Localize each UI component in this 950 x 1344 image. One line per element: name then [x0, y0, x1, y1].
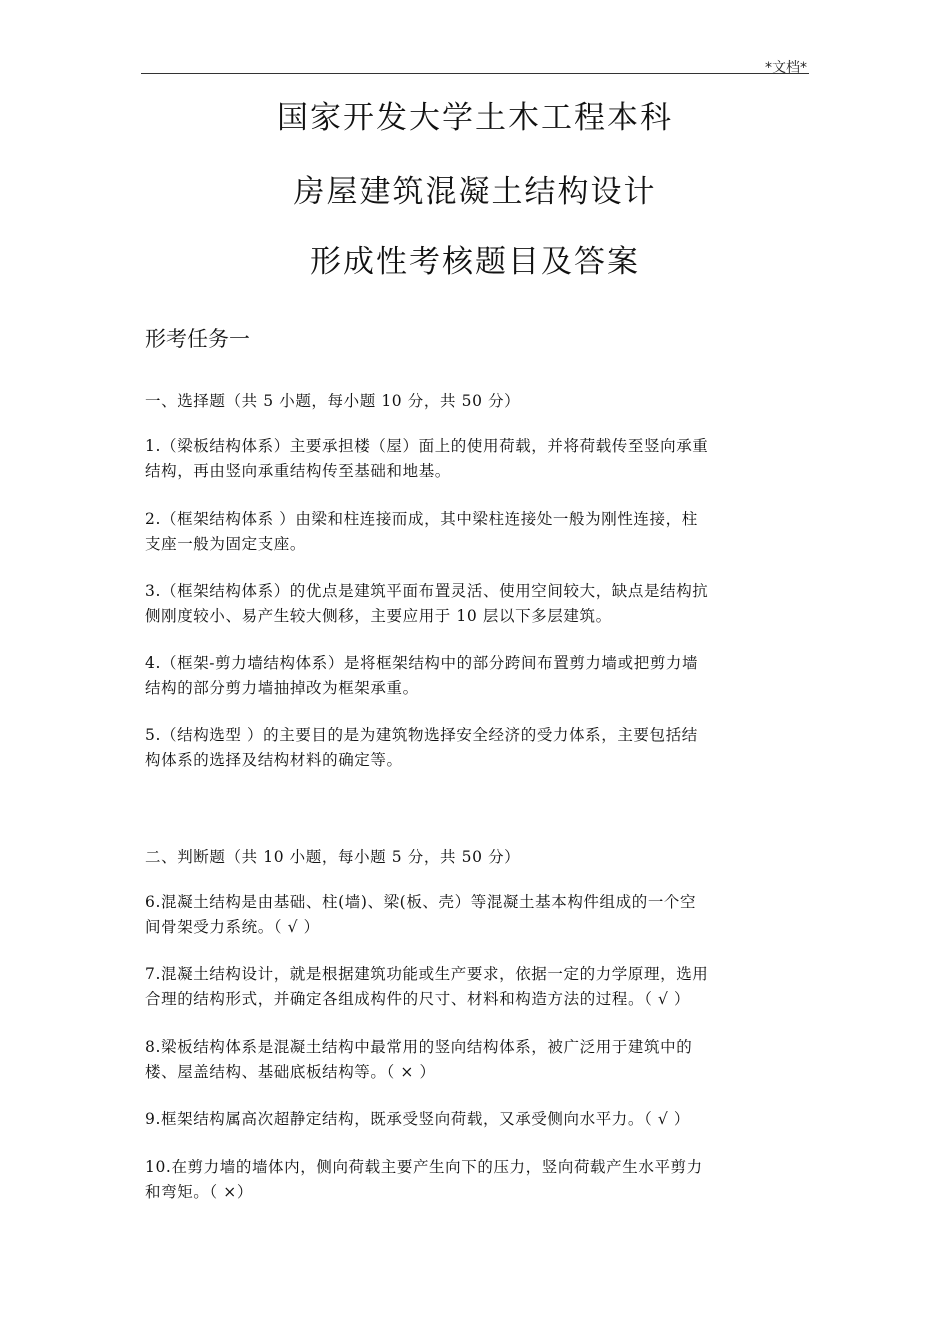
question-5-line-2: 构体系的选择及结构材料的确定等。	[145, 751, 403, 769]
question-2	[145, 507, 815, 557]
question-3-line-1: 3.（框架结构体系）的优点是建筑平面布置灵活、使用空间较大，缺点是结构抗	[145, 582, 709, 600]
question-10-line-2: 和弯矩。（ ×）	[145, 1183, 253, 1201]
header-tag: *文档*	[765, 60, 807, 76]
question-10-line-1: 10.在剪力墙的墙体内，侧向荷载主要产生向下的压力，竖向荷载产生水平剪力	[145, 1158, 703, 1176]
title-line-1: 国家开发大学土木工程本科	[277, 100, 673, 136]
question-5	[145, 723, 815, 773]
question-3	[145, 579, 815, 629]
question-9	[145, 1107, 815, 1132]
part2-heading: 二、判断题（共 10 小题，每小题 5 分，共 50 分）	[145, 848, 521, 866]
question-7-line-2: 合理的结构形式，并确定各组成构件的尺寸、材料和构造方法的过程。（ √ ）	[145, 990, 691, 1008]
question-6-line-1: 6.混凝土结构是由基础、柱(墙)、梁(板、壳）等混凝土基本构件组成的一个空	[145, 893, 697, 911]
question-2-line-1: 2.（框架结构体系 ）由梁和柱连接而成，其中梁柱连接处一般为刚性连接，柱	[145, 510, 698, 528]
question-8	[145, 1035, 815, 1085]
title-line-3: 形成性考核题目及答案	[310, 244, 640, 280]
question-4-line-2: 结构的部分剪力墙抽掉改为框架承重。	[145, 679, 419, 697]
part1-heading: 一、选择题（共 5 小题，每小题 10 分，共 50 分）	[145, 392, 521, 410]
question-4	[145, 651, 815, 701]
question-8-line-1: 8.梁板结构体系是混凝土结构中最常用的竖向结构体系，被广泛用于建筑中的	[145, 1038, 693, 1056]
question-3-line-2: 侧刚度较小、易产生较大侧移，主要应用于 10 层以下多层建筑。	[145, 607, 612, 625]
header-divider	[141, 73, 809, 74]
question-2-line-2: 支座一般为固定支座。	[145, 535, 307, 553]
question-4-line-1: 4.（框架-剪力墙结构体系）是将框架结构中的部分跨间布置剪力墙或把剪力墙	[145, 654, 699, 672]
question-1-line-1: 1.（梁板结构体系）主要承担楼（屋）面上的使用荷载，并将荷载传至竖向承重	[145, 437, 709, 455]
question-5-line-1: 5.（结构选型 ）的主要目的是为建筑物选择安全经济的受力体系，主要包括结	[145, 726, 698, 744]
task-heading: 形考任务一	[145, 327, 250, 351]
question-9-line-1: 9.框架结构属高次超静定结构，既承受竖向荷载，又承受侧向水平力。（ √ ）	[145, 1110, 690, 1128]
question-7	[145, 962, 815, 1012]
question-8-line-2: 楼、屋盖结构、基础底板结构等。（ × ）	[145, 1063, 436, 1081]
question-1	[145, 434, 815, 484]
title-line-2: 房屋建筑混凝土结构设计	[293, 174, 657, 210]
question-10	[145, 1155, 815, 1205]
question-6-line-2: 间骨架受力系统。（ √ ）	[145, 918, 320, 936]
question-7-line-1: 7.混凝土结构设计，就是根据建筑功能或生产要求，依据一定的力学原理，选用	[145, 965, 709, 983]
question-6	[145, 890, 815, 940]
question-1-line-2: 结构，再由竖向承重结构传至基础和地基。	[145, 462, 451, 480]
